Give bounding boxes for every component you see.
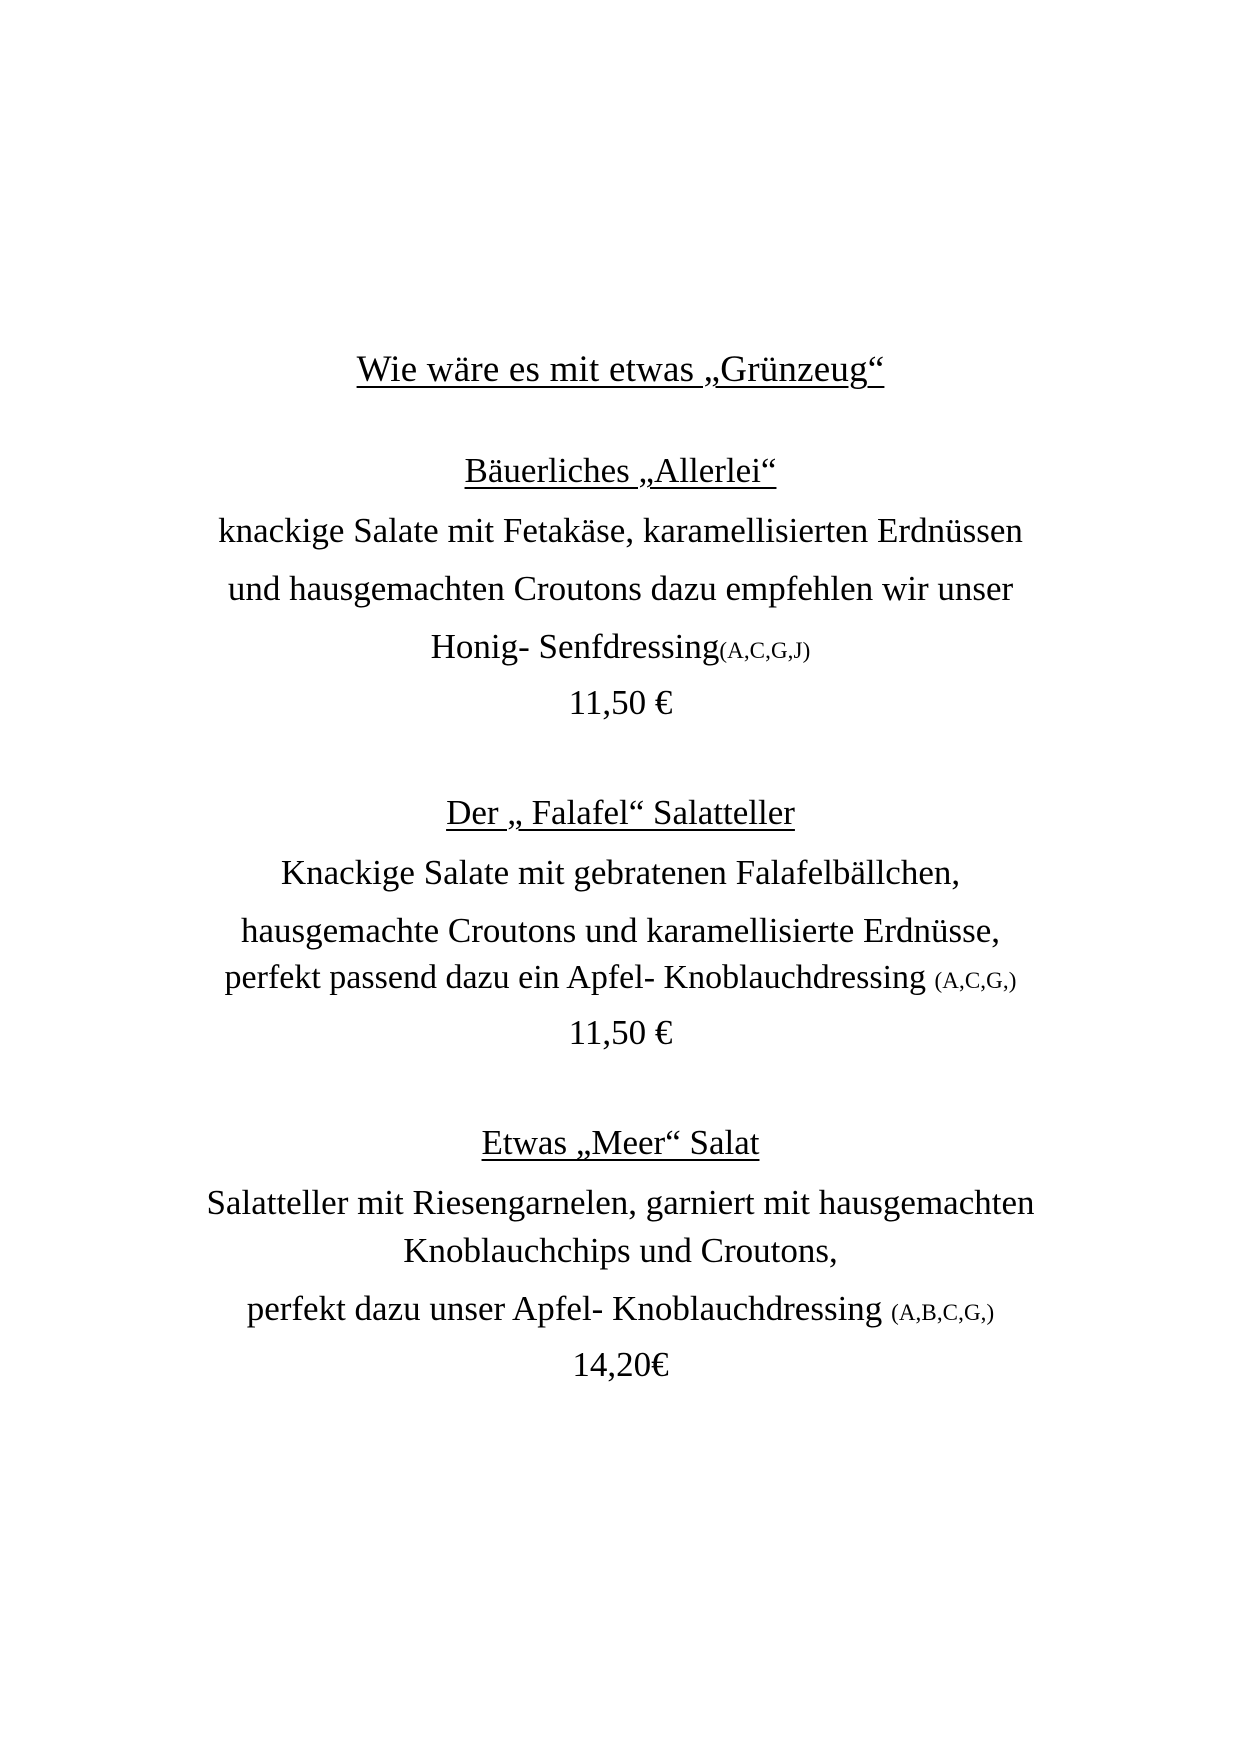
dish-dressing-line [96, 958, 1145, 999]
spacer [96, 552, 1145, 568]
dish-item [96, 792, 1145, 1055]
dish-description-line: und hausgemachten Croutons dazu empfehlen wir unser [227, 568, 1014, 608]
dish-dressing-line [96, 626, 1145, 668]
dish-name [96, 792, 1145, 834]
spacer [96, 724, 1145, 792]
dish-description-line: Salatteller mit Riesengarnelen, garniert mit hausgemachten [206, 1183, 1035, 1223]
spacer [96, 998, 1145, 1012]
dressing-text: Honig- Senfdressing [430, 626, 720, 666]
allergen-codes: (A,C,G,) [934, 967, 1017, 993]
dressing-text: perfekt passend dazu ein Apfel- Knoblauchdressing [224, 958, 927, 996]
allergen-codes: (A,C,G,J) [719, 637, 811, 663]
spacer [96, 894, 1145, 910]
allergen-codes: (A,B,C,G,) [891, 1300, 995, 1326]
section-title [96, 348, 1145, 392]
dressing-text: perfekt dazu unser Apfel- Knoblauchdressing [246, 1289, 883, 1329]
dish-name-text: Der „ Falafel“ Salatteller [446, 792, 795, 832]
spacer [96, 1330, 1145, 1344]
spacer [96, 610, 1145, 626]
dish-price: 11,50 € [568, 682, 673, 722]
spacer [96, 668, 1145, 682]
dish-description-line: Knackige Salate mit gebratenen Falafelbällchen, [280, 852, 961, 892]
section-title-text: Wie wäre es mit etwas „Grünzeug“ [356, 349, 885, 390]
dish-description-line: Knoblauchchips und Croutons, [403, 1231, 838, 1271]
dish-price: 11,50 € [568, 1013, 673, 1053]
dish-name [96, 450, 1145, 492]
dish-name-text: Bäuerliches „Allerlei“ [464, 450, 777, 490]
spacer [96, 1164, 1145, 1182]
dish-name [96, 1122, 1145, 1164]
spacer [96, 1272, 1145, 1288]
spacer [96, 492, 1145, 510]
dish-item [96, 450, 1145, 724]
dish-description-line: hausgemachte Croutons und karamellisierte Erdnüsse, [240, 910, 1001, 950]
spacer [96, 834, 1145, 852]
dish-item [96, 1122, 1145, 1386]
spacer [96, 392, 1145, 450]
top-spacer [96, 0, 1145, 348]
dish-dressing-line [96, 1288, 1145, 1330]
dish-name-text: Etwas „Meer“ Salat [481, 1123, 760, 1163]
spacer [96, 1054, 1145, 1122]
dish-description-line: knackige Salate mit Fetakäse, karamellisierten Erdnüssen [218, 510, 1023, 550]
dish-price: 14,20€ [572, 1345, 669, 1385]
